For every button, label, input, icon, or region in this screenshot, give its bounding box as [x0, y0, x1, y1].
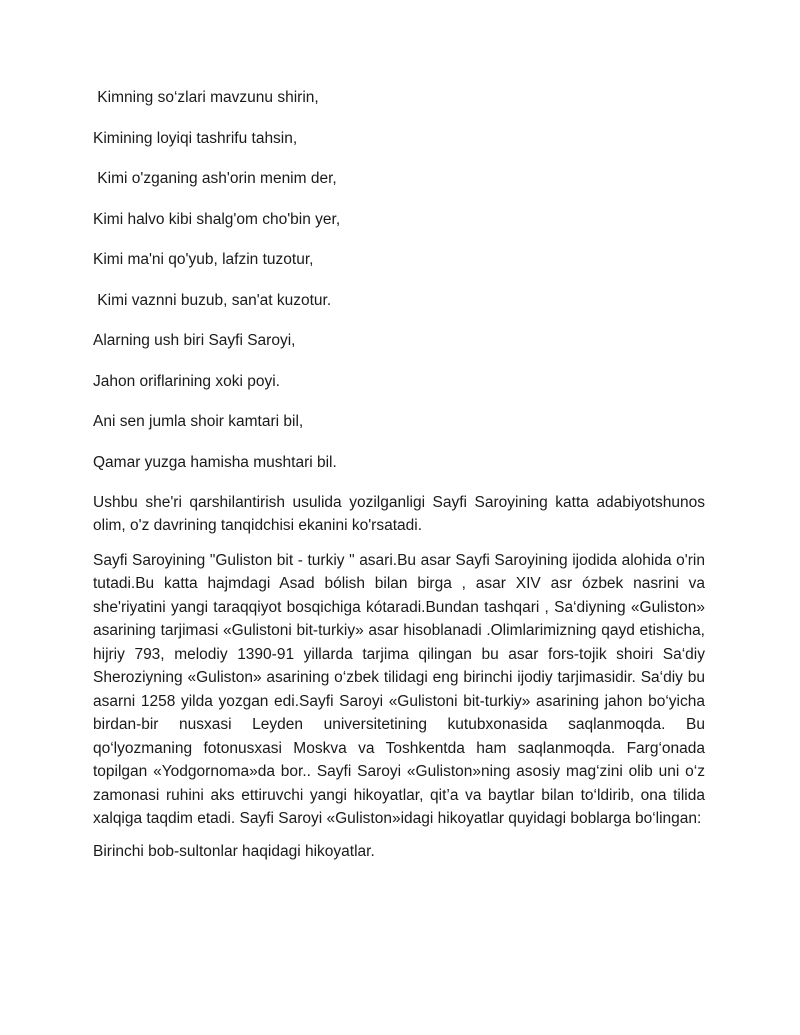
document-page	[93, 88, 705, 862]
poem-line: Alarning ush biri Sayfi Saroyi,	[93, 332, 296, 349]
poem-line: Kimning so‘zlari mavzunu shirin,	[93, 89, 319, 106]
poem-line: Kimi o'zganing ash'orin menim der,	[93, 170, 337, 187]
body-paragraph-chapter-one: Birinchi bob-sultonlar haqidagi hikoyatlar.	[93, 842, 375, 860]
poem-line: Kimining loyiqi tashrifu tahsin,	[93, 129, 298, 147]
poem-line: Qamar yuzga hamisha mushtari bil.	[93, 453, 337, 471]
poem-line: Kimi vaznni buzub, san'at kuzotur.	[93, 291, 332, 309]
poem-line: Jahon oriflarining xoki poyi.	[93, 372, 280, 390]
body-paragraph-guliston: Sayfi Saroyining "Guliston bit - turkiy " asari.Bu asar Sayfi Saroyining ijodida alohida o'rin tutadi.Bu katta hajmdagi Asad bólish bilan birga , asar XIV asr ózbek nasrini va she'riyatini yangi taraqqiyot bosqichiga kótaradi.Bundan tashqari , Sa‘diyning «Guliston» asarining tarjimasi «Gulistoni bit-turkiy» asar hisoblanadi .Olimlarimizning qayd etishicha, hijriy 793, melodiy 1390-91 yillarda tarjima qilingan bu asar fors-tojik shoiri Sa‘diy Sheroziyning «Guliston» asarining o‘zbek tilidagi eng birinchi ijodiy tarjimasidir. Sa‘diy bu asarni 1258 yilda yozgan edi.Sayfi Saroyi «Gulistoni bit-turkiy» asarining jahon bo‘yicha birdan-bir nusxasi Leyden universitetining kutubxonasida saqlanmoqda. Bu qo‘lyozmaning fotonusxasi Moskva va Toshkentda ham saqlanmoqda. Farg‘onada topilgan «Yodgornoma»da bor.. Sayfi Saroyi «Guliston»ning asosiy mag‘zini olib uni o‘z zamonasi ruhini aks ettiruvchi yangi hikoyatlar, qit’a va baytlar bilan to‘ldirib, ona tilida xalqiga taqdim etadi. Sayfi Saroyi «Guliston»idagi hikoyatlar quyidagi boblarga bo‘lingan:	[93, 551, 705, 827]
poem-line: Kimi halvo kibi shalg'om cho'bin yer,	[93, 210, 341, 228]
body-paragraph-criticism: Ushbu she'ri qarshilantirish usulida yozilganligi Sayfi Saroyining katta adabiyotshunos olim, o'z davrining tanqidchisi ekanini ko'rsatadi.	[93, 493, 705, 534]
poem-line: Kimi ma'ni qo'yub, lafzin tuzotur,	[93, 251, 314, 268]
poem-block	[93, 88, 705, 473]
poem-line: Ani sen jumla shoir kamtari bil,	[93, 413, 304, 430]
